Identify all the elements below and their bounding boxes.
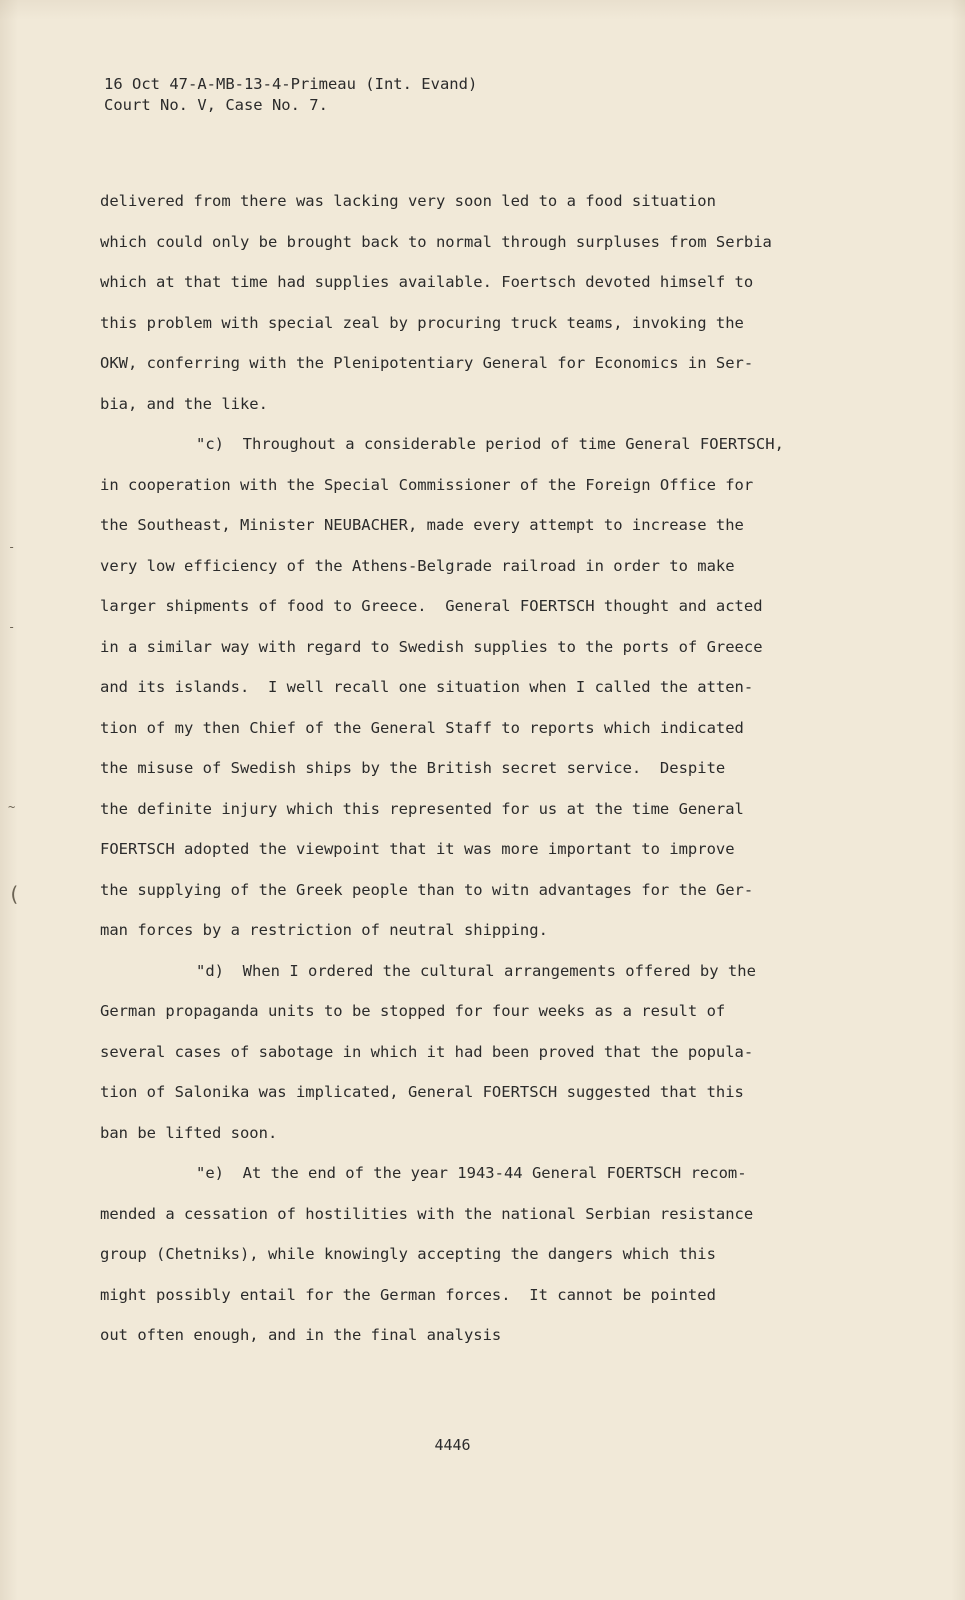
paragraph-start-line: "d) When I ordered the cultural arrangements offered by the	[196, 961, 756, 980]
document-body	[100, 181, 860, 1356]
text-line: FOERTSCH adopted the viewpoint that it was more important to improve	[100, 840, 735, 858]
text-line: the definite injury which this represented for us at the time General	[100, 799, 744, 818]
edge-mark: -	[8, 540, 16, 554]
text-line: very low efficiency of the Athens-Belgrade railroad in order to make	[100, 556, 735, 575]
text-line: man forces by a restriction of neutral shipping.	[100, 921, 548, 939]
text-line: tion of my then Chief of the General Staff to reports which indicated	[100, 718, 744, 737]
edge-mark: ~	[8, 800, 16, 814]
text-line: group (Chetniks), while knowingly accepting the dangers which this	[100, 1245, 716, 1263]
text-line: bia, and the like.	[100, 394, 268, 413]
text-line: the Southeast, Minister NEUBACHER, made every attempt to increase the	[100, 516, 744, 534]
text-line: in cooperation with the Special Commissioner of the Foreign Office for	[100, 475, 754, 494]
text-line: which at that time had supplies available. Foertsch devoted himself to	[100, 273, 754, 291]
paragraph-start-line: "c) Throughout a considerable period of time General FOERTSCH,	[196, 435, 784, 453]
text-line: ban be lifted soon.	[100, 1123, 278, 1142]
header-line: Court No. V, Case No. 7.	[104, 96, 328, 114]
text-line: in a similar way with regard to Swedish supplies to the ports of Greece	[100, 637, 763, 656]
text-line: out often enough, and in the final analysis	[100, 1326, 502, 1344]
text-line: German propaganda units to be stopped for four weeks as a result of	[100, 1002, 726, 1020]
text-line: mended a cessation of hostilities with the national Serbian resistance	[100, 1204, 754, 1223]
text-line: tion of Salonika was implicated, General FOERTSCH suggested that this	[100, 1083, 744, 1101]
document-header	[104, 74, 477, 116]
edge-mark: -	[8, 620, 16, 634]
header-line: 16 Oct 47-A-MB-13-4-Primeau (Int. Evand)	[104, 75, 478, 93]
text-line: several cases of sabotage in which it had been proved that the popula-	[100, 1042, 754, 1061]
text-line: OKW, conferring with the Plenipotentiary General for Economics in Ser-	[100, 354, 754, 372]
edge-mark: (	[8, 882, 21, 906]
text-line: which could only be brought back to normal through surpluses from Serbia	[100, 232, 772, 251]
text-line: the misuse of Swedish ships by the British secret service. Despite	[100, 759, 726, 777]
text-line: larger shipments of food to Greece. General FOERTSCH thought and acted	[100, 597, 763, 615]
text-line: might possibly entail for the German forces. It cannot be pointed	[100, 1285, 716, 1304]
text-line: the supplying of the Greek people than to witn advantages for the Ger-	[100, 880, 754, 899]
text-line: this problem with special zeal by procuring truck teams, invoking the	[100, 313, 744, 332]
text-line: and its islands. I well recall one situation when I called the atten-	[100, 678, 754, 696]
page-number: 4446	[434, 1436, 471, 1454]
text-line: delivered from there was lacking very soon led to a food situation	[100, 192, 716, 210]
paragraph-start-line: "e) At the end of the year 1943-44 General FOERTSCH recom-	[196, 1164, 747, 1182]
